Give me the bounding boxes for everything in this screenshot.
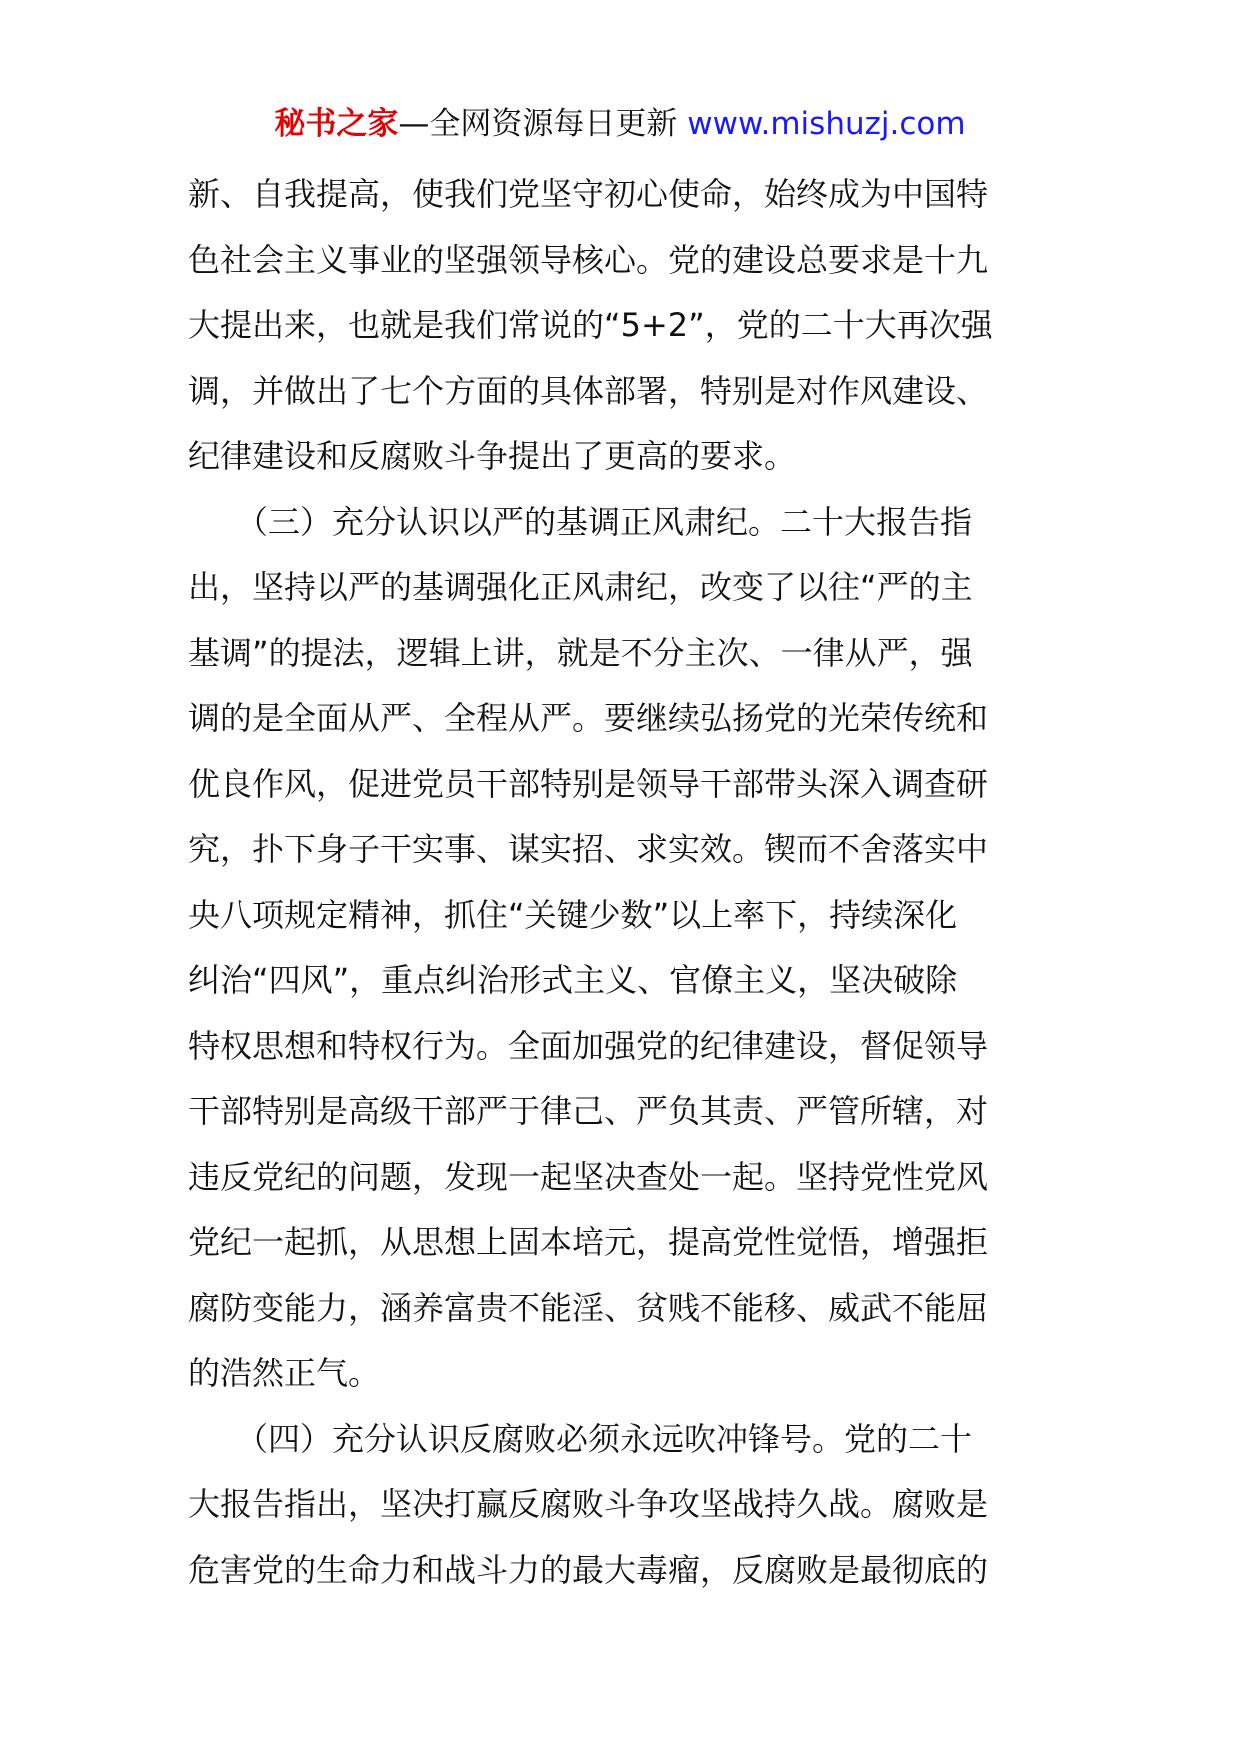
header-brand: 秘书之家: [274, 106, 399, 142]
header-url-link[interactable]: www.mishuzj.com: [687, 106, 966, 142]
text-line: 出，坚持以严的基调强化正风肃纪，改变了以往“严的主: [188, 568, 973, 606]
text-line: 新、自我提高，使我们党坚守初心使命，始终成为中国特: [188, 175, 989, 213]
text-line: 究，扑下身子干实事、谋实招、求实效。锲而不舍落实中: [188, 830, 989, 868]
text-line: 纠治“四风”，重点纠治形式主义、官僚主义，坚决破除: [188, 961, 958, 999]
text-line: 特权思想和特权行为。全面加强党的纪律建设，督促领导: [188, 1026, 989, 1065]
text-line: （三）充分认识以严的基调正风肃纪。二十大报告指: [188, 502, 973, 541]
text-line: 央八项规定精神，抓住“关键少数”以上率下，持续深化: [188, 895, 958, 934]
text-line: 违反党纪的问题，发现一起坚决查处一起。坚持党性党风: [188, 1157, 989, 1196]
text-line: 腐防变能力，涵养富贵不能淫、贫贱不能移、威武不能屈: [188, 1288, 989, 1327]
text-line: 优良作风，促进党员干部特别是领导干部带头深入调查研: [188, 764, 989, 803]
text-line: 调的是全面从严、全程从严。要继续弘扬党的光荣传统和: [188, 699, 989, 737]
text-line: 纪律建设和反腐败斗争提出了更高的要求。: [188, 437, 797, 475]
text-line: 的浩然正气。: [188, 1354, 381, 1392]
text-line: 调，并做出了七个方面的具体部署，特别是对作风建设、: [188, 371, 989, 410]
text-line: 大报告指出，坚决打赢反腐败斗争攻坚战持久战。腐败是: [188, 1485, 989, 1523]
text-line: 色社会主义事业的坚强领导核心。党的建设总要求是十九: [188, 240, 989, 279]
text-line: 干部特别是高级干部严于律己、严负其责、严管所辖，对: [188, 1092, 989, 1130]
page-header: [0, 100, 1240, 148]
header-slogan: —全网资源每日更新: [398, 106, 688, 142]
text-line: 基调”的提法，逻辑上讲，就是不分主次、一律从严，强: [188, 633, 973, 672]
body-text: [188, 162, 1058, 1603]
text-line: 危害党的生命力和战斗力的最大毒瘤，反腐败是最彻底的: [188, 1550, 989, 1589]
text-line: 党纪一起抓，从思想上固本培元，提高党性觉悟，增强拒: [188, 1223, 989, 1261]
text-line: 大提出来，也就是我们常说的“5+2”，党的二十大再次强: [188, 306, 993, 344]
text-line: （四）充分认识反腐败必须永远吹冲锋号。党的二十: [188, 1419, 973, 1458]
